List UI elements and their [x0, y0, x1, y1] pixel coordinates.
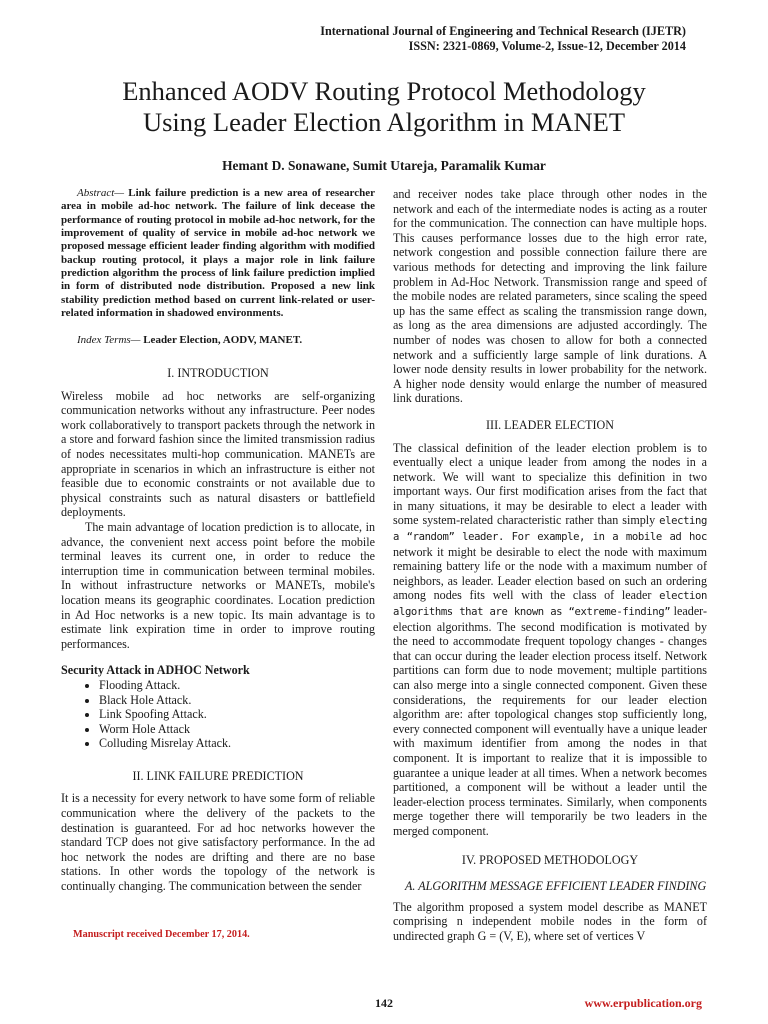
- manuscript-note: Manuscript received December 17, 2014.: [73, 929, 250, 940]
- title-line-1: Enhanced AODV Routing Protocol Methodology: [122, 76, 646, 106]
- list-item: • Flooding Attack.: [99, 678, 375, 693]
- section-3-heading: III. LEADER ELECTION: [486, 417, 614, 432]
- intro-paragraph-1: Wireless mobile ad hoc networks are self-organizing communication networks without any infrastructure. Peer nodes work collaboratively to transport packets through the network in a store and forward fashion since the limited transmission radius of nodes necessitates multi-hop communication. MANETs are appropriate in scenarios in which an infrastructure is either not feasible due to economic constraints or not available due to physical constraints such as natural disasters or battlefield deployments.: [61, 388, 375, 520]
- link-failure-paragraph: It is a necessity for every network to have some form of reliable communication where the delivery of the packets to the destination is guaranteed. For ad hoc networks however the standard TCP does not give satisfactory performance. In the ad hoc network the nodes are drifting and there are no base stations. In other words the topology of the network is continually changing. The communication between the sender: [61, 791, 375, 894]
- leader-election-mono-2: election algorithms that are known as “extreme-finding”: [393, 590, 707, 619]
- methodology-paragraph: The algorithm proposed a system model describe as MANET comprising n independent mobile nodes in the form of undirected graph G = (V, E), where set of vertices V: [393, 899, 707, 943]
- abstract-label: Abstract—: [77, 187, 125, 199]
- list-item: • Colluding Misrelay Attack.: [99, 736, 375, 751]
- footer-url[interactable]: www.erpublication.org: [584, 996, 702, 1010]
- list-item: • Link Spoofing Attack.: [99, 707, 375, 722]
- index-terms: [61, 333, 375, 348]
- paper-title: [0, 76, 768, 138]
- list-item: • Worm Hole Attack: [99, 722, 375, 737]
- section-2-heading: II. LINK FAILURE PREDICTION: [132, 768, 304, 783]
- leader-election-paragraph: [393, 441, 707, 839]
- continued-paragraph: and receiver nodes take place through other nodes in the network and each of the intermediate nodes is acting as a router for the communication. The connection can have multiple hops. This causes performance losses due to the high error rate, network congestion and possible connection failure there are various methods for detecting and improving the link failure problem in Ad-Hoc Network. Transmission range and speed of the mobile nodes are related parameters, since scaling the speed up has the same effect as scaling the transmission range down, as long as the area dimensions are adjusted accordingly. The number of nodes was chosen to allow for both a connected network and a sufficiently large sample of link durations. A lower node density results in lower probability for the network. A higher node density would enlarge the number of measured link durations.: [393, 187, 707, 406]
- title-line-2: Using Leader Election Algorithm in MANET: [142, 107, 626, 137]
- list-item: • Black Hole Attack.: [99, 693, 375, 708]
- authors: Hemant D. Sonawane, Sumit Utareja, Paramalik Kumar: [222, 158, 546, 173]
- index-terms-label: Index Terms—: [77, 334, 141, 347]
- journal-header: [320, 24, 686, 54]
- right-column: [393, 187, 707, 944]
- index-terms-text: Leader Election, AODV, MANET.: [140, 334, 303, 347]
- abstract: [61, 187, 375, 320]
- intro-paragraph-2: The main advantage of location prediction is to allocate, in advance, the convenient next access point before the mobile terminal leaves its current one, in order to reduce the interruption time in communication between terminal mobiles. In without infrastructure networks or MANETs, mobile's location means its geographic coordinates. Location prediction in Ad Hoc networks is a new topic. Its main advantage is to estimate link expiration time in order to improve routing performances.: [61, 519, 375, 651]
- abstract-text: Link failure prediction is a new area of researcher area in mobile ad-hoc network. The failure of link decease the performance of routing protocol in mobile ad-hoc network, for the improvement of quality of service in mobile ad-hoc network we proposed message efficient leader finding algorithm with modified backup routing protocol, it plays a major role in link failure prediction algorithm the process of link failure prediction implied in form of distributed node distribution. Proposed a new link stability prediction method based on current link-related or user-related information in shadowed environments.: [61, 187, 375, 320]
- attack-list: [61, 678, 375, 751]
- leader-election-mono-1: electing a “random” leader. For example, in a mobile ad hoc: [393, 515, 707, 544]
- leader-election-text-c: leader-election algorithms. The second modification is motivated by the need to accommodate frequent topology changes - changes that can occur during the leader election process itself. Network partitions can form due to node movement; multiple partitions can also merge into a single connected component. Given these considerations, the requirements for our leader election algorithm are: after topological changes stop sufficiently long, every connected component will eventually have a unique leader with maximum identifier from among the nodes in that component. It is important to realize that it is impossible to guarantee a unique leader at all times. When a network becomes partitioned, a component will be without a leader until the leader-election process terminates. Similarly, when components merge together there will temporarily be two leaders in the merged component.: [393, 604, 707, 838]
- journal-name: International Journal of Engineering and Technical Research (IJETR): [320, 24, 686, 38]
- leader-election-text-a: The classical definition of the leader election problem is to eventually elect a unique leader from among the nodes in a network. We will want to specialize this definition in two important ways. Our first modification arises from the fact that in many situations, it may be desirable to elect a leader with some system-related characteristic rather than simply: [393, 440, 707, 528]
- page-number: 142: [375, 996, 393, 1010]
- left-column: [61, 187, 375, 894]
- journal-issn: ISSN: 2321-0869, Volume-2, Issue-12, December 2014: [408, 39, 686, 53]
- leader-election-text-b: network it might be desirable to elect the node with maximum remaining battery life or the node with a maximum number of neighbors, as leader. Leader election based on such an ordering among nodes fits well with the class of leader: [393, 544, 707, 603]
- section-1-heading: I. INTRODUCTION: [167, 366, 269, 381]
- attack-list-heading: Security Attack in ADHOC Network: [61, 663, 250, 678]
- section-4-heading: IV. PROPOSED METHODOLOGY: [461, 852, 639, 867]
- subsection-a-heading: A. ALGORITHM MESSAGE EFFICIENT LEADER FINDING: [405, 879, 707, 894]
